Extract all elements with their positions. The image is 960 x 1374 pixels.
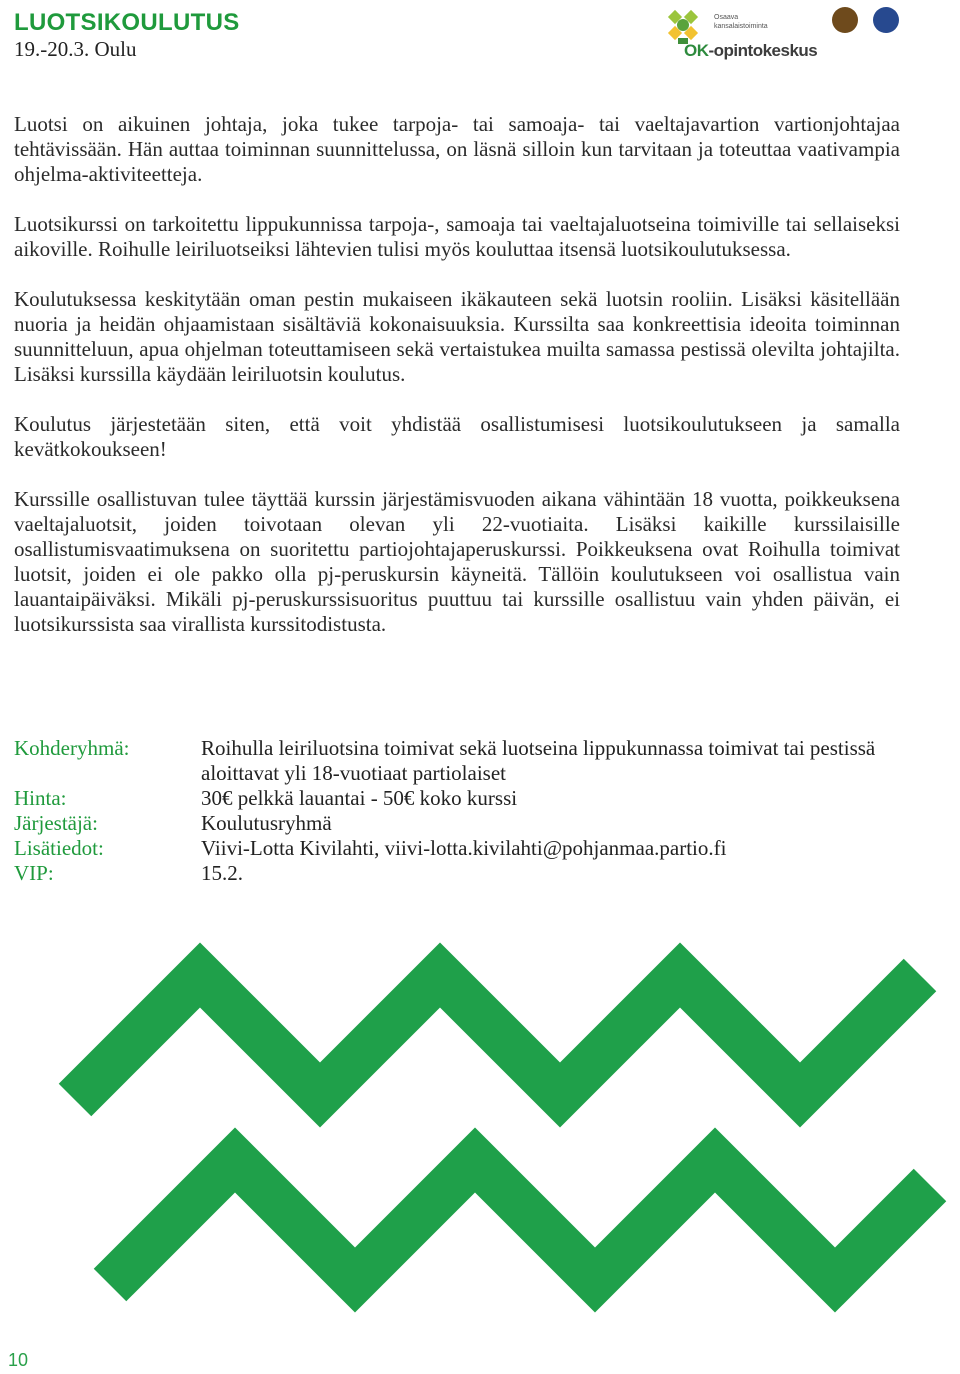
info-label: Lisätiedot: — [14, 836, 104, 860]
ok-opintokeskus-logo — [664, 8, 824, 68]
info-label: VIP: — [14, 861, 54, 885]
blue-circle-icon — [873, 7, 899, 33]
info-row-organizer — [14, 811, 914, 836]
event-date-place: 19.-20.3. Oulu — [14, 37, 137, 61]
paragraph-requirements: Kurssille osallistuvan tulee täyttää kurssin järjestämisvuoden aikana vähintään 18 vuotta, poikkeuksena vaeltajaluotsit, joiden toivotaan olevan yli 22-vuotiaita. Lisäksi kaikille kurssilaisille osallistumisvaatimuksena on suoritettu partiojohtajaperuskurssi. Poikkeuksena ovat Roihulla toimivat luotsit, joiden ei ole pakko olla pj-peruskursin käyneitä. Tällöin koulutukseen voi osallistua vain lauantaipäiväksi. Mikäli pj-peruskurssisuoritus puuttuu tai kurssille osallistuu vain yhden päivän, ei luotsikurssista saa virallista kurssitodistusta. — [14, 487, 900, 636]
zigzag-decoration — [0, 940, 960, 1340]
info-label: Kohderyhmä: — [14, 736, 130, 760]
course-info-table — [14, 736, 914, 886]
info-value: Roihulla leiriluotsina toimivat sekä luotseina lippukunnassa toimivat tai pestissä aloittavat yli 18-vuotiaat partiolaiset — [201, 736, 876, 785]
logo-ok: OK — [684, 41, 709, 60]
paragraph-target: Luotsikurssi on tarkoitettu lippukunnissa tarpoja-, samoaja tai vaeltajaluotseina toimiville tai sellaiseksi aikoville. Roihulle leiriluotseiksi lähtevien tulisi myös kouluttaa itsensä luotsikoulutuksessa. — [14, 212, 900, 261]
info-value: 30€ pelkkä lauantai - 50€ koko kurssi — [201, 786, 518, 810]
course-description — [14, 112, 900, 662]
info-value: Koulutusryhmä — [201, 811, 332, 835]
paragraph-content: Koulutuksessa keskitytään oman pestin mukaiseen ikäkauteen sekä luotsin rooliin. Lisäksi käsitellään nuoria ja heidän ohjaamistaan sisältäviä kokonaisuuksia. Kurssilta saa konkreettisia ideoita toiminnan suunnitteluun, apua ohjelman toteuttamiseen sekä vertaistukea muilta samassa pestissä olevilta johtajilta. Lisäksi kurssilla käydään leiriluotsin koulutus. — [14, 287, 900, 386]
info-row-deadline — [14, 861, 914, 886]
logo-wordmark — [684, 41, 817, 61]
info-row-target-group — [14, 736, 914, 786]
info-label: Hinta: — [14, 786, 67, 810]
info-value: Viivi-Lotta Kivilahti, viivi-lotta.kivilahti@pohjanmaa.partio.fi — [201, 836, 727, 860]
page-title: LUOTSIKOULUTUS — [14, 9, 240, 36]
page-number: 10 — [8, 1350, 29, 1370]
logo-opintokeskus: -opintokeskus — [708, 41, 818, 60]
info-row-contact — [14, 836, 914, 861]
brown-circle-icon — [832, 7, 858, 33]
paragraph-intro: Luotsi on aikuinen johtaja, joka tukee tarpoja- tai samoaja- tai vaeltajavartion vartionjohtajaa tehtävissään. Hän auttaa toiminnan suunnittelussa, on läsnä silloin kun tarvitaan ja toteuttaa vaativampia ohjelma-aktiviteetteja. — [14, 112, 900, 186]
info-label: Järjestäjä: — [14, 811, 98, 835]
logo-tagline-1: Osaava — [714, 14, 739, 21]
zigzag-lower — [110, 1160, 930, 1285]
logo-tagline-2: kansalaistoiminta — [714, 23, 768, 30]
info-value: 15.2. — [201, 861, 243, 885]
zigzag-upper — [75, 975, 920, 1100]
paragraph-schedule: Koulutus järjestetään siten, että voit yhdistää osallistumisesi luotsikoulutukseen ja samalla kevätkokoukseen! — [14, 412, 900, 461]
info-row-price — [14, 786, 914, 811]
